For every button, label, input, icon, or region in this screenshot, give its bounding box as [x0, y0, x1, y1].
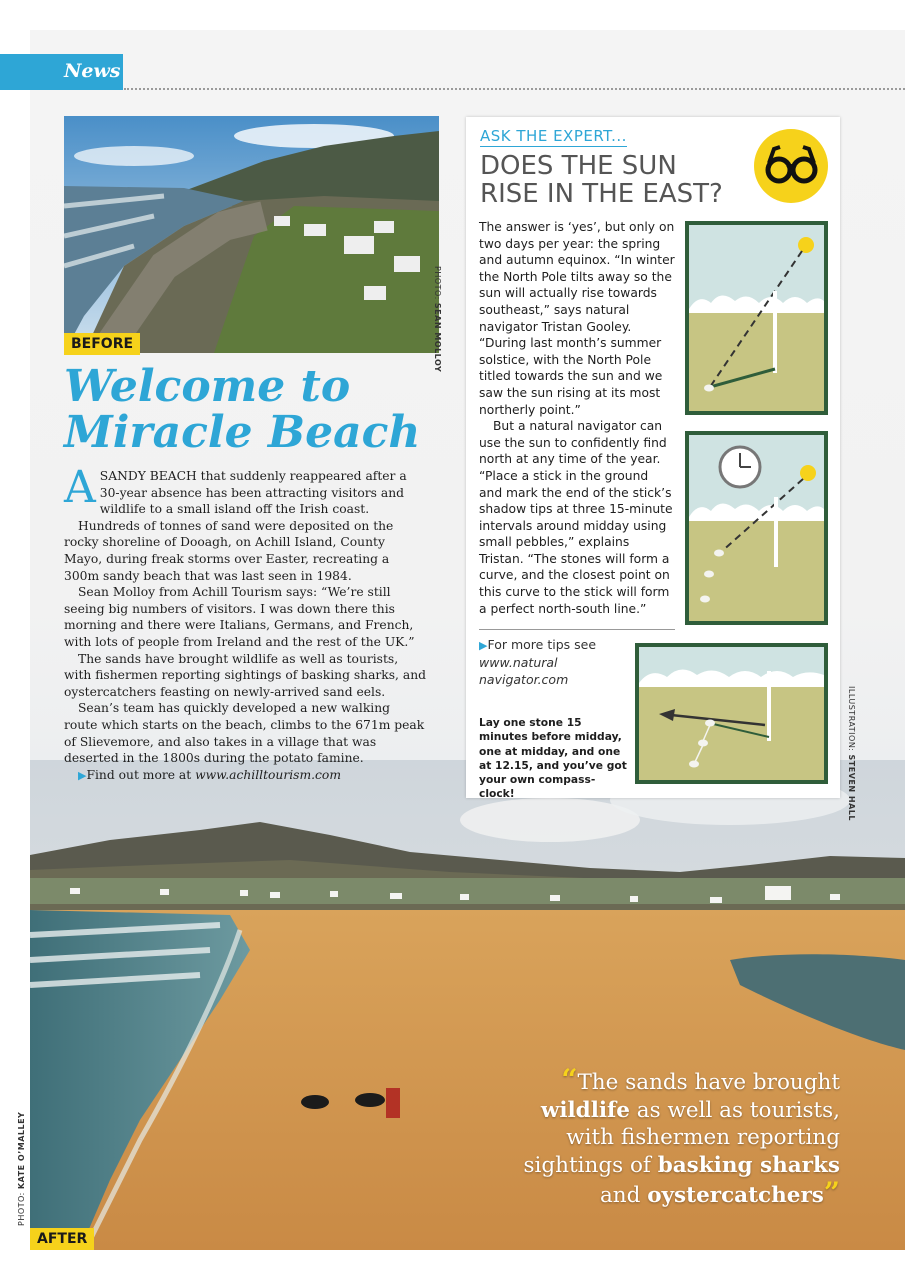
quote-bold: wildlife: [540, 1097, 630, 1123]
glasses-icon: [754, 129, 828, 203]
expert-answer: [479, 219, 675, 617]
quote-bold: basking sharks: [657, 1152, 840, 1178]
credit-prefix: PHOTO:: [17, 1189, 26, 1226]
triangle-icon: ▶: [78, 768, 87, 782]
credit-prefix: ILLUSTRATION:: [847, 686, 856, 755]
natural-navigator-link[interactable]: www.natural navigator.com: [479, 655, 569, 687]
question-line-1: DOES THE SUN: [480, 151, 677, 181]
find-out-more: [64, 767, 426, 785]
before-photo: [64, 116, 439, 353]
headline-line-2: Miracle Beach: [64, 407, 421, 458]
ask-the-expert-label: ASK THE EXPERT...: [480, 127, 627, 145]
article-paragraph-5: Sean’s team has quickly developed a new walking route which starts on the beach, climbs to the 671m peak of Slievemore, and also takes in a village that was deserted in the 1800s during the potato famine.: [64, 701, 425, 766]
after-tag: AFTER: [30, 1228, 94, 1250]
section-label: News: [64, 60, 121, 82]
tips-divider: [479, 629, 675, 630]
expert-paragraph-1: The answer is ‘yes’, but only on two days per year: the spring and autumn equinox. “In winter the North Pole tilts away so the sun will actually rise towards southeast,” says natural navigator Tristan Gooley. “During last month’s summer solstice, with the North Pole titled towards the sun and we saw the sun rising at its most northerly point.”: [479, 220, 675, 417]
before-photo-credit: [433, 266, 442, 372]
question-line-2: RISE IN THE EAST?: [480, 179, 723, 209]
quote-text: and: [599, 1183, 648, 1208]
before-tag: BEFORE: [64, 333, 140, 355]
more-tips: [479, 636, 629, 688]
article-headline: [64, 361, 454, 458]
credit-name: KATE O’MALLEY: [17, 1111, 26, 1190]
article-body: [64, 462, 426, 784]
more-prefix: Find out more at: [86, 767, 196, 782]
stick-shadow-illustration-1: [685, 221, 828, 419]
article-paragraph-4: The sands have brought wildlife as well as tourists, with fishermen reporting sightings of basking sharks, and oystercatchers feasting on newly-arrived sand eels.: [64, 651, 426, 699]
article-paragraph-2: Hundreds of tonnes of sand were deposited on the rocky shoreline of Dooagh, on Achill Island, County Mayo, during freak storms over Easter, recreating a 300m sandy beach that was last seen in 1984.: [64, 518, 394, 583]
quote-text: as well as tourists, with fishermen reporting sightings of: [523, 1097, 840, 1178]
stick-shadow-illustration-2: [685, 431, 828, 629]
achill-tourism-link[interactable]: www.achilltourism.com: [195, 767, 341, 782]
tips-prefix: For more tips see: [487, 637, 597, 652]
expert-paragraph-2: But a natural navigator can use the sun to confidently find north at any time of the year. “Place a stick in the ground and mark the end of the stick’s shadow tips at three 15-minute intervals around midday using small pebbles,” explains Tristan. “The stones will form a curve, and the closest point on this curve to the stick will form a perfect north-south line.”: [479, 419, 673, 616]
credit-name: STEVEN HALL: [847, 754, 856, 821]
compass-clock-illustration: [635, 643, 828, 788]
header-divider: [124, 88, 905, 90]
illustration-credit: [847, 686, 856, 821]
article-paragraph-1: [64, 462, 426, 518]
credit-prefix: PHOTO:: [433, 266, 442, 303]
quote-bold: oystercatchers: [647, 1183, 824, 1208]
quote-text: The sands have brought: [577, 1070, 840, 1095]
credit-name: SEAN MOLLOY: [433, 302, 442, 373]
headline-line-1: Welcome to: [64, 361, 351, 412]
quote-open-mark: “: [561, 1063, 578, 1096]
dropcap: A: [64, 462, 96, 513]
pull-quote: [490, 1063, 840, 1210]
quote-close-mark: ”: [823, 1176, 840, 1209]
after-photo-credit: [17, 1112, 26, 1226]
triangle-icon: ▶: [479, 639, 488, 652]
expert-question: [480, 152, 760, 208]
article-paragraph-3: Sean Molloy from Achill Tourism says: “We’re still seeing big numbers of visitors. I was down there this morning and there were Italians, Germans, and French, with lots of people from Ireland and the rest of the UK.”: [64, 585, 415, 649]
paragraph-text: SANDY BEACH that suddenly reappeared after a 30-year absence has been attracting visitors and wildlife to a small island off the Irish coast.: [99, 469, 407, 517]
illustration-caption: Lay one stone 15 minutes before midday, one at midday, and one at 12.15, and you’ve got your own compass-clock!: [479, 716, 627, 801]
